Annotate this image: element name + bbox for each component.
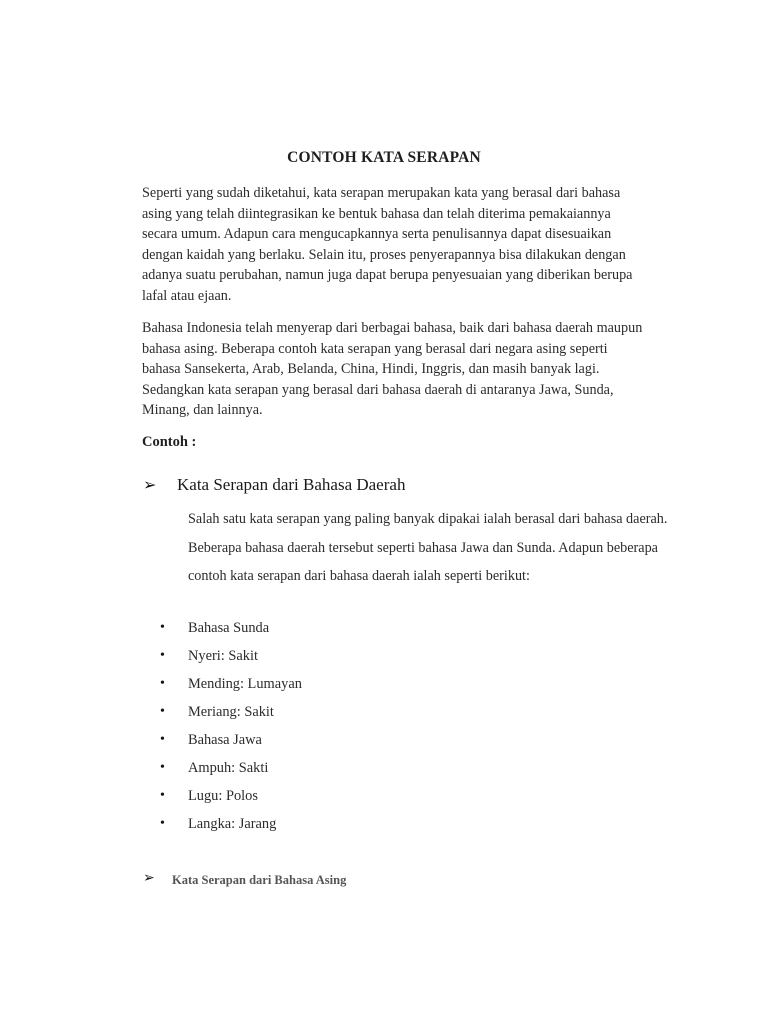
list-item bbox=[160, 618, 302, 646]
list-item-text: Meriang: Sakit bbox=[188, 704, 274, 720]
contoh-label: Contoh : bbox=[142, 434, 197, 450]
arrow-bullet-icon: ➢ bbox=[143, 477, 157, 494]
list-item bbox=[160, 674, 302, 702]
bullet-icon: • bbox=[160, 788, 165, 803]
list-item bbox=[160, 646, 302, 674]
arrow-bullet-icon: ➢ bbox=[143, 871, 155, 886]
list-item-text: Mending: Lumayan bbox=[188, 676, 302, 692]
list-item bbox=[160, 814, 302, 842]
example-word-list bbox=[160, 618, 302, 842]
section-heading-bahasa-asing: Kata Serapan dari Bahasa Asing bbox=[172, 873, 347, 887]
list-item bbox=[160, 786, 302, 814]
bullet-icon: • bbox=[160, 704, 165, 719]
list-item-text: Bahasa Sunda bbox=[188, 620, 270, 636]
list-item-text: Lugu: Polos bbox=[188, 788, 258, 804]
paragraph-intro: Seperti yang sudah diketahui, kata serapan merupakan kata yang berasal dari bahasa asing yang telah diintegrasikan ke bentuk bahasa dan telah diterima pemakaiannya secara umum. Adapun cara mengucapkannya serta penulisannya dapat disesuaikan dengan kaidah yang berlaku. Selain itu, proses penyerapannya bisa dilakukan dengan adanya suatu perubahan, namun juga dapat berupa penyesuaian yang diberikan berupa lafal atau ejaan. bbox=[142, 185, 633, 304]
bullet-icon: • bbox=[160, 648, 165, 663]
list-item bbox=[160, 730, 302, 758]
list-item bbox=[160, 758, 302, 786]
bullet-icon: • bbox=[160, 732, 165, 747]
list-item-text: Nyeri: Sakit bbox=[188, 648, 258, 664]
bullet-icon: • bbox=[160, 676, 165, 691]
list-item-text: Bahasa Jawa bbox=[188, 732, 262, 748]
list-item-text: Langka: Jarang bbox=[188, 816, 277, 832]
bullet-icon: • bbox=[160, 620, 165, 635]
section-heading-bahasa-daerah: Kata Serapan dari Bahasa Daerah bbox=[177, 475, 406, 494]
list-item bbox=[160, 702, 302, 730]
bullet-icon: • bbox=[160, 816, 165, 831]
section-body-bahasa-daerah: Salah satu kata serapan yang paling banyak dipakai ialah berasal dari bahasa daerah. Beberapa bahasa daerah tersebut seperti bahasa Jawa dan Sunda. Adapun beberapa contoh kata serapan dari bahasa daerah ialah seperti berikut: bbox=[188, 511, 668, 584]
bullet-icon: • bbox=[160, 760, 165, 775]
document-title: CONTOH KATA SERAPAN bbox=[287, 149, 481, 166]
paragraph-bahasa-indonesia: Bahasa Indonesia telah menyerap dari berbagai bahasa, baik dari bahasa daerah maupun bahasa asing. Beberapa contoh kata serapan yang berasal dari negara asing seperti bahasa Sansekerta, Arab, Belanda, China, Hindi, Inggris, dan masih banyak lagi. Sedangkan kata serapan yang berasal dari bahasa daerah di antaranya Jawa, Sunda, Minang, dan lainnya. bbox=[142, 320, 643, 419]
list-item-text: Ampuh: Sakti bbox=[188, 760, 269, 776]
